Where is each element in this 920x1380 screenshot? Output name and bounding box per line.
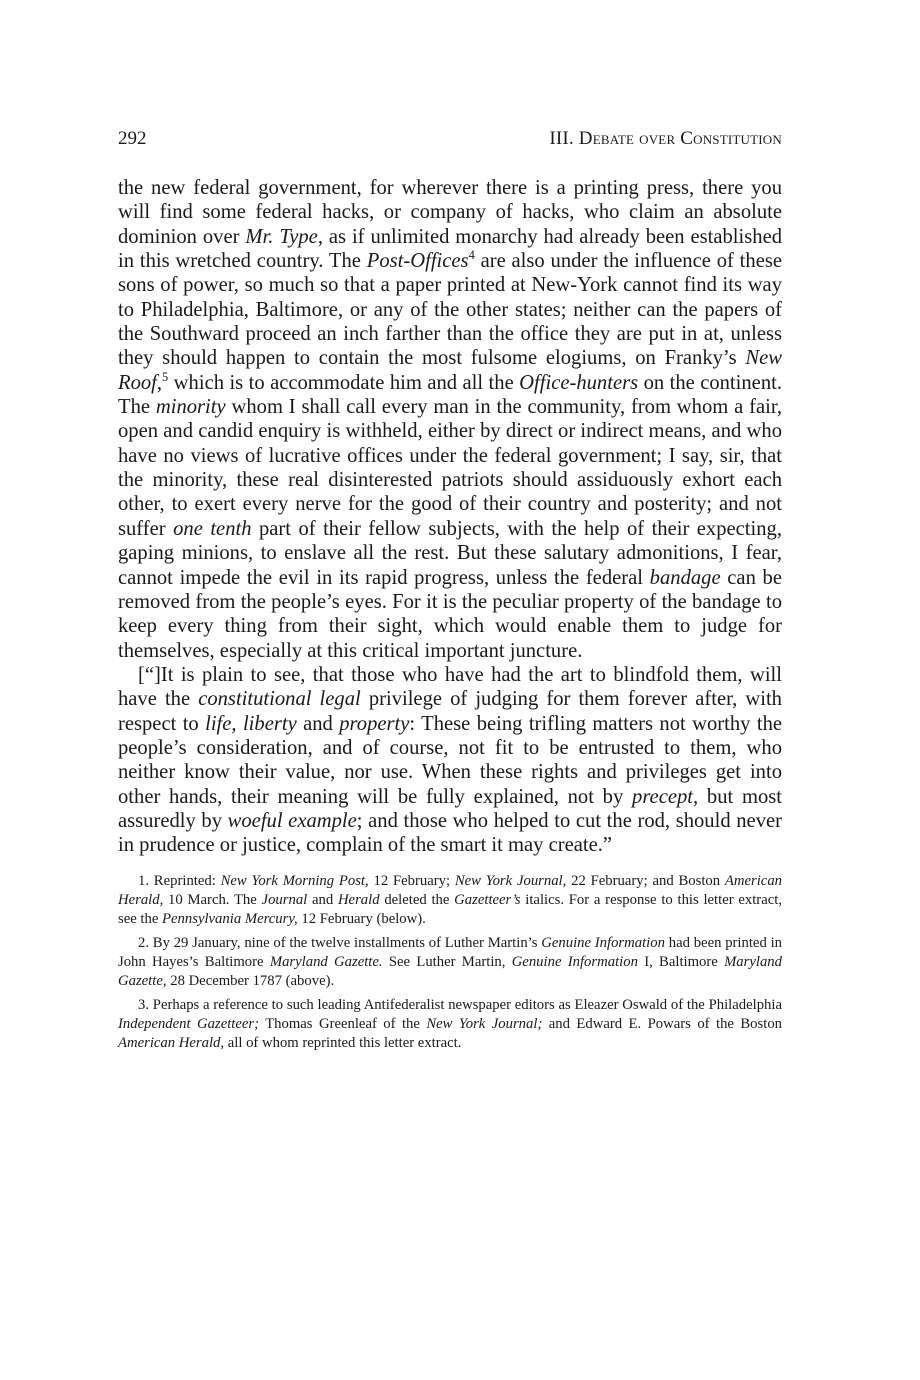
running-header — [118, 128, 782, 158]
footnotes — [118, 872, 782, 1054]
footnote-1: 1. Reprinted: New York Morning Post, 12 February; New York Journal, 22 February; and Boston American Herald, 10 March. The Journal and Herald deleted the Gazetteer’s italics. For a response to this letter extract, see the Pennsylvania Mercury, 12 February (below). — [118, 872, 783, 927]
main-text — [118, 176, 782, 858]
footnote-3: 3. Perhaps a reference to such leading Antifederalist newspaper editors as Eleazer Oswald of the Philadelphia Independent Gazetteer; Thomas Greenleaf of the New York Journal; and Edward E. Powars of the Boston American Herald, all of whom reprinted this letter extract. — [118, 997, 783, 1052]
note-ref-5: 5 — [162, 369, 169, 384]
note-ref-4: 4 — [468, 248, 475, 263]
book-page — [118, 128, 782, 1058]
running-title: III. Debate over Constitution — [549, 128, 782, 149]
body-paragraph-1: the new federal government, for wherever there is a printing press, there you will find some federal hacks, or company of hacks, who claim an absolute dominion over Mr. Type, as if unlimited monarchy had already been established in this wretched country. The Post-Offices$^4$ are also under the influence of these sons of power, so much so that a paper printed at New-York cannot find its way to Philadelphia, Baltimore, or any of the other states; neither can the papers of the Southward proceed an inch farther than the office they are put in at, unless they should happen to contain the most fulsome elogiums, on Franky’s New Roof,$^5$ which is to accommodate him and all the Office-hunters on the continent. The minority whom I shall call every man in the community, from whom a fair, open and candid enquiry is withheld, either by direct or indirect means, and who have no views of lucrative offices under the federal government; I say, sir, that the minority, these real disinterested patriots should assiduously exhort each other, to exert every nerve for the good of their country and posterity; and not suffer one tenth part of their fellow subjects, with the help of their expecting, gaping minions, to enslave all the rest. But these salutary admonitions, I fear, cannot impede the evil in its rapid progress, unless the federal bandage can be removed from the people’s eyes. For it is the peculiar property of the bandage to keep every thing from their sight, which would enable them to judge for themselves, especially at this critical important juncture. — [118, 177, 783, 662]
body-paragraph-2: [“]It is plain to see, that those who have had the art to blindfold them, will have the constitutional legal privilege of judging for them forever after, with respect to life, liberty and property: These being trifling matters not worthy the people’s consideration, and of course, not fit to be entrusted to them, who neither know their value, nor use. When these rights and privileges get into other hands, their meaning will be fully explained, not by precept, but most assuredly by woeful example; and those who helped to cut the rod, should never in prudence or justice, complain of the smart it may create.” — [118, 663, 783, 857]
footnote-2: 2. By 29 January, nine of the twelve installments of Luther Martin’s Genuine Information had been printed in John Hayes’s Baltimore Maryland Gazette. See Luther Martin, Genuine Information I, Baltimore Maryland Gazette, 28 December 1787 (above). — [118, 934, 782, 990]
page-number: 292 — [118, 128, 147, 149]
